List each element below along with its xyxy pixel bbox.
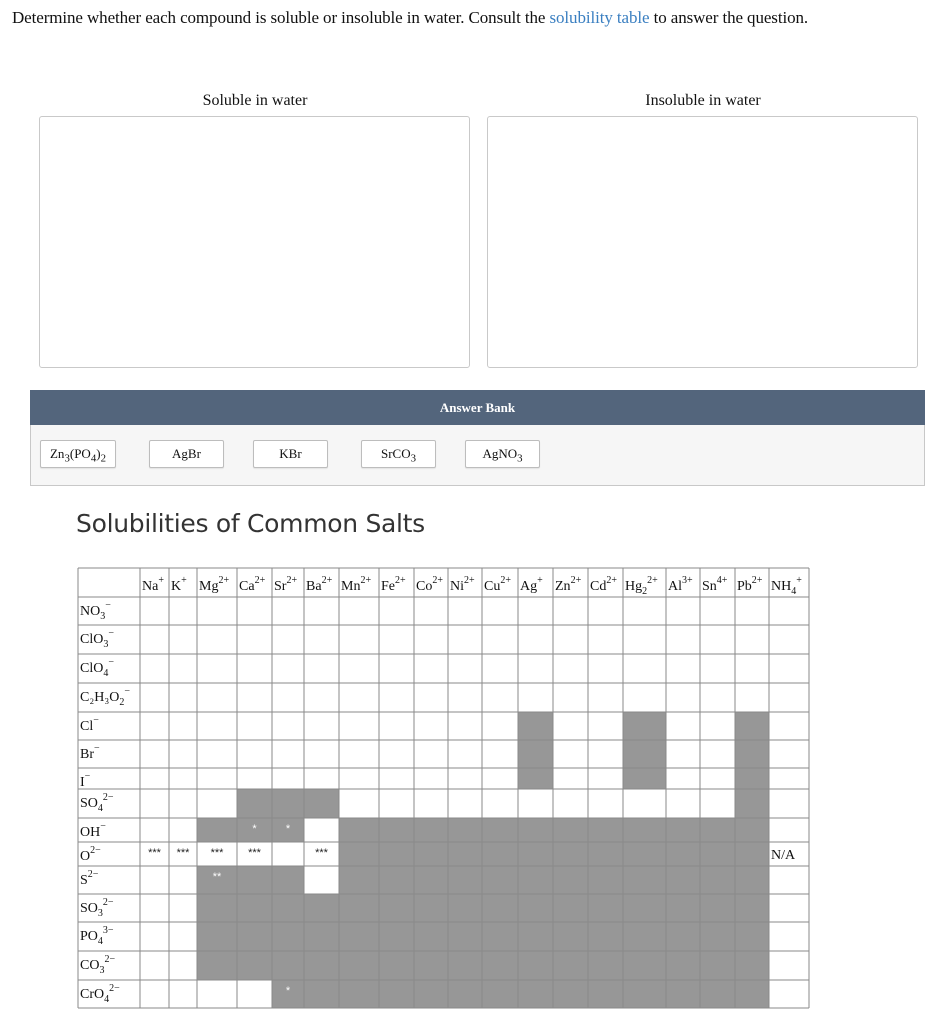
cation-header-k: K+ <box>171 575 187 594</box>
insoluble-cell <box>448 818 482 842</box>
insoluble-cell <box>448 894 482 922</box>
insoluble-cell <box>197 894 237 922</box>
cation-header-al: $Al^{3+}$ <box>668 575 693 594</box>
insoluble-cell <box>414 980 448 1008</box>
insoluble-cell <box>735 789 769 818</box>
insoluble-cell <box>553 980 588 1008</box>
insoluble-cell <box>518 922 553 951</box>
chip-agbr[interactable]: AgBr <box>149 440 224 468</box>
insoluble-cell <box>518 740 553 768</box>
insoluble-cell <box>518 842 553 866</box>
insoluble-cell <box>623 866 666 894</box>
table-note: * <box>252 823 257 835</box>
insoluble-cell <box>518 768 553 789</box>
insoluble-zone-title: Insoluble in water <box>645 92 761 109</box>
insoluble-cell <box>518 712 553 740</box>
anion-label: $NO_3^-$ <box>80 600 111 622</box>
instructions-text-before: Determine whether each compound is soluble or insoluble in water. Consult the <box>12 8 550 27</box>
insoluble-cell <box>304 789 339 818</box>
cation-header-mn: $Mn^{2+}$ <box>341 575 372 594</box>
insoluble-cell <box>623 842 666 866</box>
insoluble-cell <box>518 894 553 922</box>
insoluble-cell <box>304 922 339 951</box>
insoluble-cell <box>735 842 769 866</box>
insoluble-cell <box>700 951 735 980</box>
insoluble-cell <box>272 951 304 980</box>
insoluble-cell <box>623 922 666 951</box>
insoluble-cell <box>482 866 518 894</box>
insoluble-cell <box>735 712 769 740</box>
cation-header-pb: $Pb^{2+}$ <box>737 575 763 594</box>
insoluble-cell <box>735 922 769 951</box>
insoluble-cell <box>197 951 237 980</box>
insoluble-cell <box>448 866 482 894</box>
anion-label: ClO$_3$− <box>80 628 114 650</box>
anion-label: Cl− <box>80 715 99 734</box>
insoluble-cell <box>339 922 379 951</box>
insoluble-cell <box>623 740 666 768</box>
insoluble-cell <box>339 980 379 1008</box>
insoluble-cell <box>304 894 339 922</box>
insoluble-cell <box>482 842 518 866</box>
insoluble-cell <box>700 922 735 951</box>
insoluble-cell <box>414 951 448 980</box>
anion-label: $PO_4^{3-}$ <box>80 925 114 947</box>
insoluble-cell <box>272 922 304 951</box>
insoluble-cell <box>735 980 769 1008</box>
table-note: *** <box>315 847 328 859</box>
insoluble-cell <box>623 951 666 980</box>
insoluble-cell <box>379 922 414 951</box>
insoluble-cell <box>666 951 700 980</box>
insoluble-cell <box>553 894 588 922</box>
insoluble-cell <box>379 866 414 894</box>
table-note: N/A <box>771 848 796 863</box>
insoluble-cell <box>414 866 448 894</box>
anion-label: $C_2H_3O_2^-$ <box>80 686 130 708</box>
answer-bank-header: Answer Bank <box>30 390 925 425</box>
insoluble-cell <box>304 951 339 980</box>
insoluble-cell <box>588 894 623 922</box>
insoluble-cell <box>553 951 588 980</box>
insoluble-cell <box>482 894 518 922</box>
solubility-table-link[interactable]: solubility table <box>549 8 650 27</box>
cation-header-na: Na+ <box>142 575 164 594</box>
insoluble-cell <box>448 842 482 866</box>
insoluble-cell <box>197 922 237 951</box>
insoluble-cell <box>339 842 379 866</box>
cation-header-mg: $Mg^{2+}$ <box>199 575 230 594</box>
insoluble-cell <box>482 951 518 980</box>
anion-label: $CO_3^{2-}$ <box>80 954 116 976</box>
chip-srco3[interactable]: SrCO$_3$ <box>361 440 436 468</box>
insoluble-cell <box>518 818 553 842</box>
chip-kbr[interactable]: KBr <box>253 440 328 468</box>
insoluble-cell <box>379 842 414 866</box>
anion-label: $O^{2-}$ <box>80 845 101 864</box>
cation-header-cd: $Cd^{2+}$ <box>590 575 617 594</box>
cation-header-ca: $Ca^{2+}$ <box>239 575 266 594</box>
insoluble-cell <box>482 818 518 842</box>
insoluble-cell <box>735 740 769 768</box>
insoluble-cell <box>379 818 414 842</box>
insoluble-cell <box>518 980 553 1008</box>
insoluble-cell <box>237 789 272 818</box>
insoluble-cell <box>553 866 588 894</box>
insoluble-cell <box>666 922 700 951</box>
insoluble-cell <box>700 866 735 894</box>
insoluble-cell <box>623 768 666 789</box>
insoluble-cell <box>197 818 237 842</box>
insoluble-cell <box>623 818 666 842</box>
insoluble-cell <box>339 894 379 922</box>
cation-header-co: $Co^{2+}$ <box>416 575 443 594</box>
insoluble-cell <box>272 894 304 922</box>
anion-label: $S^{2-}$ <box>80 869 99 888</box>
insoluble-cell <box>448 980 482 1008</box>
insoluble-cell <box>666 980 700 1008</box>
table-note: *** <box>176 847 190 859</box>
anion-label: CrO$_4^{2-}$ <box>80 983 120 1005</box>
insoluble-cell <box>379 980 414 1008</box>
insoluble-cell <box>623 894 666 922</box>
insoluble-cell <box>379 894 414 922</box>
insoluble-cell <box>700 818 735 842</box>
instructions-text-after: to answer the question. <box>649 8 809 27</box>
insoluble-cell <box>666 866 700 894</box>
insoluble-cell <box>448 922 482 951</box>
insoluble-cell <box>272 866 304 894</box>
table-note: * <box>285 985 291 997</box>
soluble-zone-title: Soluble in water <box>202 92 308 109</box>
cation-header-ni: $Ni^{2+}$ <box>450 575 475 594</box>
insoluble-cell <box>553 922 588 951</box>
insoluble-cell <box>623 980 666 1008</box>
insoluble-cell <box>237 866 272 894</box>
cation-header-hg: $Hg_2^{2+}$ <box>625 575 658 597</box>
insoluble-cell <box>553 842 588 866</box>
insoluble-cell <box>304 980 339 1008</box>
insoluble-cell <box>553 818 588 842</box>
insoluble-cell <box>448 951 482 980</box>
insoluble-cell <box>735 951 769 980</box>
anion-label: ClO$_4$− <box>80 657 114 679</box>
insoluble-cell <box>518 866 553 894</box>
insoluble-cell <box>588 818 623 842</box>
insoluble-cell <box>339 818 379 842</box>
cation-header-ba: $Ba^{2+}$ <box>306 575 333 594</box>
insoluble-cell <box>700 842 735 866</box>
table-note: *** <box>210 847 224 859</box>
solubility-table-title: Solubilities of Common Salts <box>76 509 425 538</box>
cation-header-fe: $Fe^{2+}$ <box>381 575 406 594</box>
insoluble-cell <box>414 818 448 842</box>
table-note: *** <box>248 847 261 859</box>
insoluble-cell <box>666 842 700 866</box>
insoluble-cell <box>588 922 623 951</box>
table-note: ** <box>212 871 222 883</box>
insoluble-cell <box>237 951 272 980</box>
cation-header-zn: $Zn^{2+}$ <box>555 575 582 594</box>
insoluble-cell <box>482 922 518 951</box>
insoluble-cell <box>735 818 769 842</box>
cation-header-sn: $Sn^{4+}$ <box>702 575 728 594</box>
insoluble-cell <box>623 712 666 740</box>
table-note: *** <box>148 847 161 859</box>
insoluble-cell <box>735 768 769 789</box>
insoluble-cell <box>414 894 448 922</box>
insoluble-cell <box>700 980 735 1008</box>
insoluble-cell <box>518 951 553 980</box>
cation-header-sr: $Sr^{2+}$ <box>274 575 298 594</box>
table-note: * <box>285 823 291 835</box>
insoluble-cell <box>379 951 414 980</box>
insoluble-cell <box>482 980 518 1008</box>
insoluble-cell <box>588 866 623 894</box>
cation-header-cu: $Cu^{2+}$ <box>484 575 511 594</box>
chip-agno3[interactable]: AgNO$_3$ <box>465 440 540 468</box>
insoluble-cell <box>735 894 769 922</box>
insoluble-cell <box>339 951 379 980</box>
insoluble-cell <box>666 818 700 842</box>
insoluble-cell <box>237 922 272 951</box>
anion-label: OH− <box>80 821 106 840</box>
insoluble-cell <box>700 894 735 922</box>
insoluble-cell <box>588 951 623 980</box>
anion-label: Br− <box>80 743 100 762</box>
anion-label: I− <box>80 771 91 790</box>
insoluble-cell <box>339 866 379 894</box>
chip-zn3po42[interactable]: $Zn_3(PO_4)_2$ <box>40 440 116 468</box>
insoluble-cell <box>237 894 272 922</box>
insoluble-cell <box>588 842 623 866</box>
cation-header-nh: $NH_4^+$ <box>771 575 802 597</box>
insoluble-cell <box>588 980 623 1008</box>
cation-header-ag: Ag+ <box>520 575 543 594</box>
insoluble-cell <box>414 922 448 951</box>
anion-label: $SO_4^{2-}$ <box>80 792 114 814</box>
insoluble-cell <box>735 866 769 894</box>
insoluble-cell <box>272 789 304 818</box>
insoluble-cell <box>414 842 448 866</box>
insoluble-cell <box>666 894 700 922</box>
anion-label: $SO_3^{2-}$ <box>80 897 114 919</box>
